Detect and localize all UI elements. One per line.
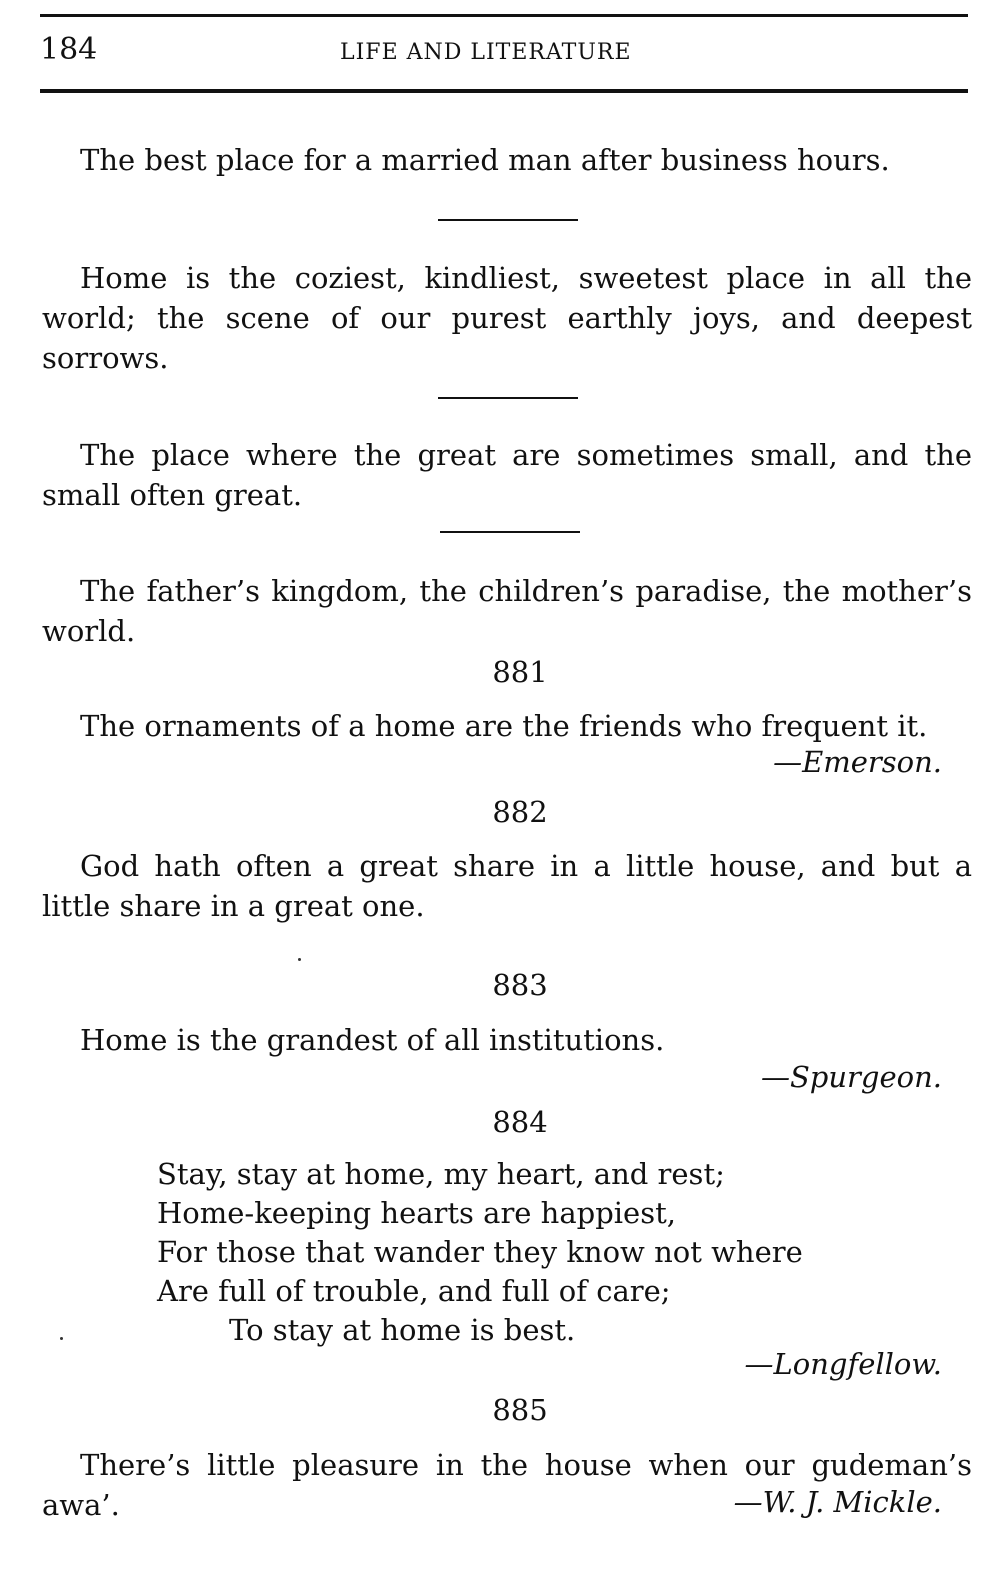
attribution-mickle: —W. J. Mickle. [733,1485,942,1519]
page-number: 184 [40,32,98,67]
verse-line: For those that wander they know not where [157,1235,803,1269]
ink-speck [298,958,301,961]
attribution-longfellow: —Longfellow. [744,1347,942,1381]
entry-number-884: 884 [492,1105,548,1139]
verse-line: Stay, stay at home, my heart, and rest; [157,1157,725,1191]
running-title: LIFE AND LITERATURE [340,40,632,65]
entry-fathers-kingdom: The father’s kingdom, the children’s paradise, the mother’s world. [42,574,972,648]
quote-881: The ornaments of a home are the friends who frequent it. [80,709,928,743]
quote-882: God hath often a great share in a little house, and but a little share in a great one. [42,849,972,923]
header-rule [40,89,968,93]
separator-rule [438,219,578,221]
entry-number-885: 885 [492,1393,548,1427]
entry-coziest-place: Home is the coziest, kindliest, sweetest place in all the world; the scene of our purest earthly joys, and deepest sorrows. [42,261,972,375]
verse-line: To stay at home is best. [229,1313,576,1347]
separator-rule [440,531,580,533]
verse-line: Are full of trouble, and full of care; [157,1274,671,1308]
attribution-spurgeon: —Spurgeon. [760,1060,942,1094]
ink-speck [60,1337,63,1340]
entry-best-place: The best place for a married man after business hours. [80,143,890,177]
verse-884 [157,1155,803,1350]
separator-rule [438,397,578,399]
top-rule [40,14,968,17]
quote-885: There’s little pleasure in the house when our gudeman’s awa’. [42,1448,972,1522]
attribution-emerson: —Emerson. [773,745,942,779]
entry-number-882: 882 [492,795,548,829]
entry-number-881: 881 [492,655,548,689]
verse-line: Home-keeping hearts are happiest, [157,1196,676,1230]
quote-883: Home is the grandest of all institutions. [80,1023,665,1057]
entry-number-883: 883 [492,968,548,1002]
entry-great-small: The place where the great are sometimes small, and the small often great. [42,438,972,512]
